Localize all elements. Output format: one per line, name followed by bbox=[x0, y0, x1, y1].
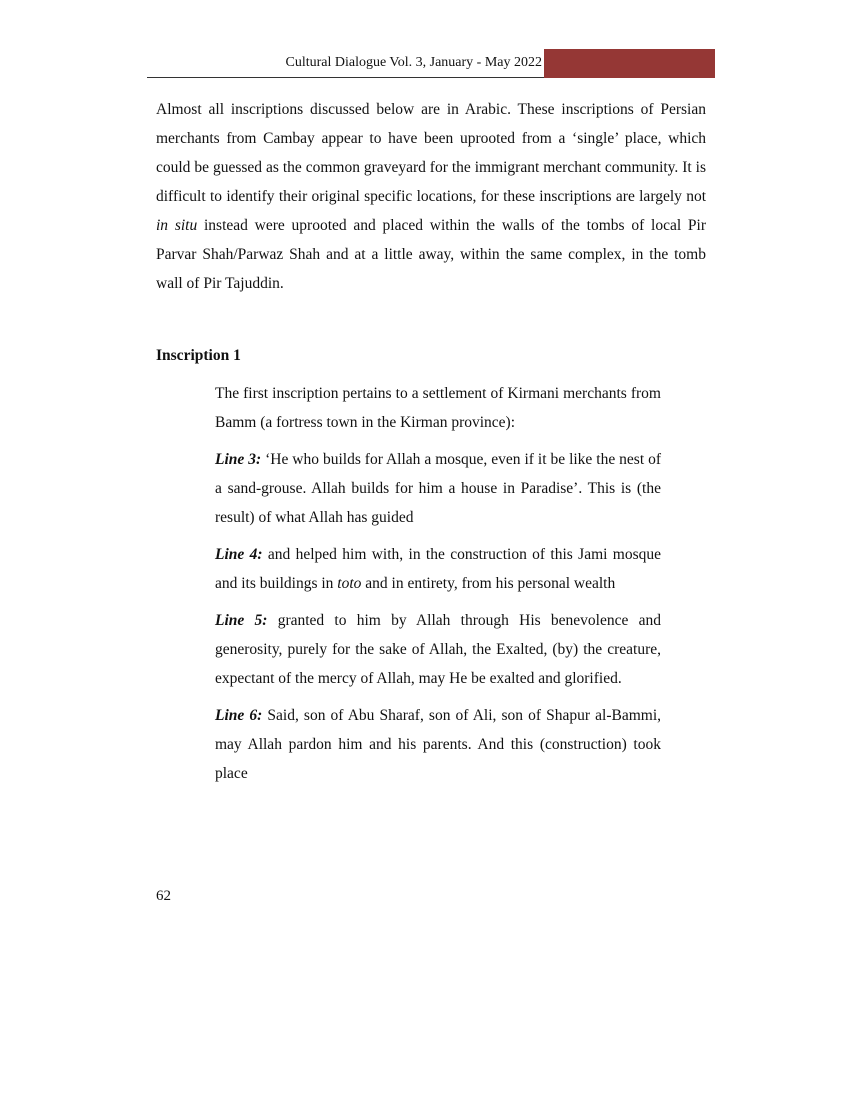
page-number: 62 bbox=[156, 888, 171, 904]
line-label: Line 3: bbox=[215, 451, 262, 468]
header-rule bbox=[147, 77, 544, 78]
header-accent-bar bbox=[544, 49, 715, 78]
line-label: Line 4: bbox=[215, 546, 263, 563]
inscription-line-5 bbox=[215, 606, 661, 693]
intro-paragraph bbox=[156, 95, 706, 298]
line-text: ‘He who builds for Allah a mosque, even if it be like the nest of a sand-grouse. Allah builds for him a house in Paradise’. This is (the result) of what Allah has guided bbox=[215, 451, 662, 526]
intro-text-part-1: Almost all inscriptions discussed below are in Arabic. These inscriptions of Persian merchants from Cambay appear to have been uprooted from a ‘single’ place, which could be guessed as the common graveyard for the immigrant merchant community. It is difficult to identify their original specific locations, for these inscriptions are largely not bbox=[156, 101, 706, 205]
line-text-part-1: and helped him with, in the construction of this Jami mosque and its buildings in bbox=[215, 546, 662, 592]
line-label: Line 6: bbox=[215, 707, 263, 724]
section-heading: Inscription 1 bbox=[156, 347, 241, 364]
inscription-quote-block bbox=[215, 379, 661, 796]
inscription-intro: The first inscription pertains to a settlement of Kirmani merchants from Bamm (a fortress town in the Kirman province): bbox=[215, 385, 661, 431]
line-text: Said, son of Abu Sharaf, son of Ali, son of Shapur al-Bammi, may Allah pardon him and his parents. And this (construction) took place bbox=[215, 707, 662, 782]
line-label: Line 5: bbox=[215, 612, 268, 629]
inscription-line-6 bbox=[215, 701, 661, 788]
inscription-line-3 bbox=[215, 445, 661, 532]
line-italic-term: toto bbox=[337, 575, 362, 592]
intro-italic-term: in situ bbox=[156, 217, 198, 234]
inscription-line-4 bbox=[215, 540, 661, 598]
line-text: granted to him by Allah through His benevolence and generosity, purely for the sake of Allah, the Exalted, (by) the creature, expectant of the mercy of Allah, may He be exalted and glorified. bbox=[215, 612, 661, 687]
running-header bbox=[147, 49, 715, 79]
running-header-title: Cultural Dialogue Vol. 3, January - May 2022 bbox=[285, 55, 542, 70]
intro-text-part-2: instead were uprooted and placed within the walls of the tombs of local Pir Parvar Shah/Parwaz Shah and at a little away, within the same complex, in the tomb wall of Pir Tajuddin. bbox=[156, 217, 706, 292]
line-text-part-2: and in entirety, from his personal wealth bbox=[361, 575, 616, 592]
